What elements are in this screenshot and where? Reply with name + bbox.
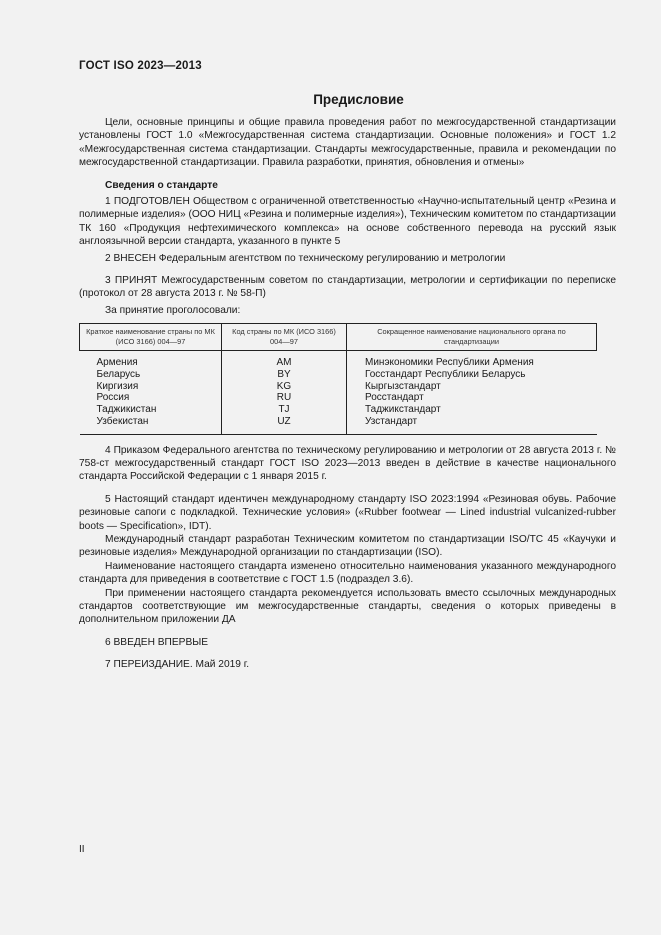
item-5-references: При применении настоящего стандарта рекомендуется использовать вместо ссылочных международных стандартов соответствующие им межгосударственные стандарты, сведения о которых приведены в дополнительном приложении ДА	[79, 587, 616, 626]
body-cell: Таджикстандарт	[365, 404, 441, 416]
body-cell: Минэкономики Республики Армения	[365, 357, 534, 369]
code-cell: KG	[222, 381, 347, 393]
body-cell: Узстандарт	[365, 415, 418, 427]
country-cell: Таджикистан	[80, 404, 222, 416]
item-3: 3 ПРИНЯТ Межгосударственным советом по стандартизации, метрологии и сертификации по переписке (протокол от 28 августа 2013 г. № 58-П)	[79, 275, 616, 300]
table-row	[80, 351, 597, 369]
item-5: 5 Настоящий стандарт идентичен международному стандарту ISO 2023:1994 «Резиновая обувь. Рабочие резиновые сапоги с подкладкой. Технические условия» («Rubber footwear — Lined industrial vulcanized-rubber boots — Specification», IDT).	[79, 493, 616, 532]
item-4: 4 Приказом Федерального агентства по техническому регулированию и метрологии от 28 августа 2013 г. № 758-ст межгосударственный стандарт ГОСТ ISO 2023—2013 введен в действие в качестве национального стандарта Российской Федерации с 1 января 2015 г.	[79, 444, 616, 483]
body-cell: Госстандарт Республики Беларусь	[365, 368, 526, 380]
voted-label: За принятие проголосовали:	[105, 304, 241, 316]
code-cell: UZ	[222, 416, 347, 434]
intro-paragraph: Цели, основные принципы и общие правила проведения работ по межгосударственной стандартизации установлены ГОСТ 1.0 «Межгосударственная система стандартизации. Основные положения» и ГОСТ 1.2 «Межгосударственная система стандартизации. Стандарты межгосударственные, правила и рекомендации по межгосударственной стандартизации. Правила разработки, принятия, обновления и отмены»	[79, 117, 616, 169]
table-row	[80, 404, 597, 416]
section-heading: Сведения о стандарте	[105, 179, 218, 191]
item-5-name-change: Наименование настоящего стандарта изменено относительно наименования указанного международного стандарта для приведения в соответствие с ГОСТ 1.5 (подраздел 3.6).	[79, 560, 616, 586]
item-2: 2 ВНЕСЕН Федеральным агентством по техническому регулированию и метрологии	[105, 252, 506, 264]
table-header-country: Краткое наименование страны по МК (ИСО 3166) 004—97	[80, 324, 222, 351]
table-row	[80, 381, 597, 393]
body-cell: Кыргызстандарт	[365, 380, 441, 392]
item-6: 6 ВВЕДЕН ВПЕРВЫЕ	[105, 636, 209, 648]
page-number: II	[79, 844, 85, 855]
body-cell: Росстандарт	[365, 392, 424, 404]
page-title-text: Предисловие	[313, 92, 404, 107]
country-cell: Россия	[80, 392, 222, 404]
document-code: ГОСТ ISO 2023—2013	[79, 60, 202, 72]
code-cell: BY	[222, 369, 347, 381]
item-5-org: Международный стандарт разработан Техническим комитетом по стандартизации ISO/TC 45 «Каучуки и резиновые изделия» Международной организации по стандартизации (ISO).	[79, 533, 616, 559]
table-header-body: Сокращенное наименование национального органа по стандартизации	[347, 324, 597, 351]
page-title	[0, 92, 661, 107]
code-cell: AM	[222, 351, 347, 369]
country-cell: Киргизия	[80, 381, 222, 393]
table-row	[80, 369, 597, 381]
item-1: 1 ПОДГОТОВЛЕН Обществом с ограниченной ответственностью «Научно-испытательный центр «Резина и полимерные изделия» (ООО НИЦ «Резина и полимерные изделия»), Техническим комитетом по стандартизации ТК 160 «Продукция нефтехимического комплекса» на основе собственного перевода на русский язык англоязычной версии стандарта, указанного в пункте 5	[79, 196, 616, 248]
item-7: 7 ПЕРЕИЗДАНИЕ. Май 2019 г.	[105, 659, 250, 671]
table-row	[80, 392, 597, 404]
table-row	[80, 416, 597, 434]
voting-table	[79, 323, 597, 434]
table-header-code: Код страны по МК (ИСО 3166) 004—97	[222, 324, 347, 351]
country-cell: Беларусь	[80, 369, 222, 381]
country-cell: Армения	[80, 351, 222, 369]
code-cell: RU	[222, 392, 347, 404]
code-cell: TJ	[222, 404, 347, 416]
main-content	[79, 116, 616, 672]
country-cell: Узбекистан	[80, 416, 222, 434]
